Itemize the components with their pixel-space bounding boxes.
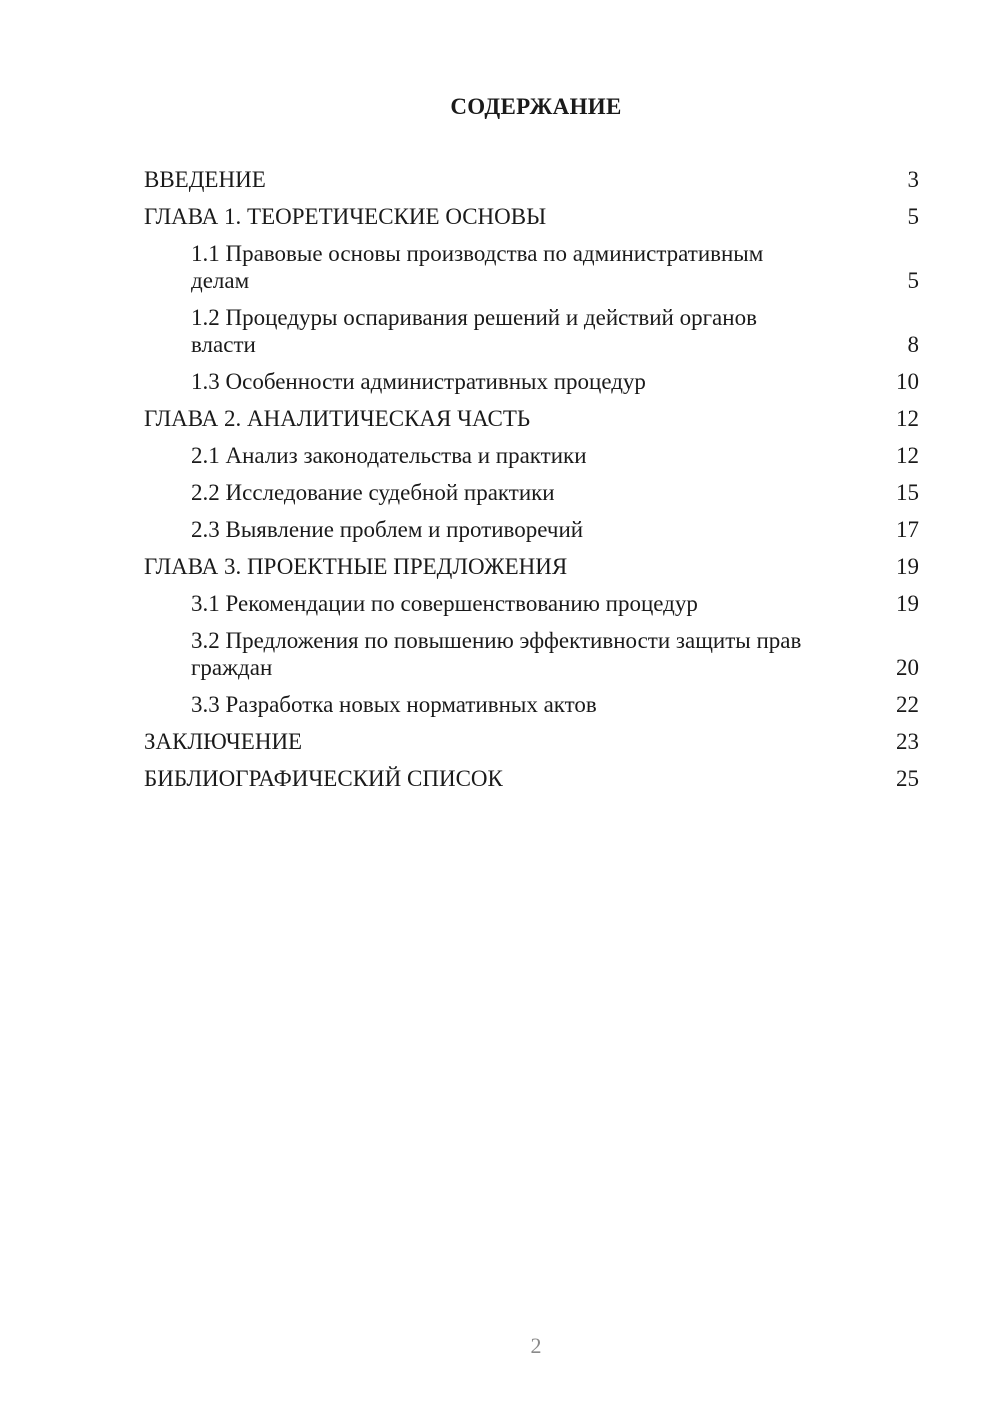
toc-entry-page: 20 <box>896 655 919 680</box>
toc-entry-title: 1.1 Правовые основы производства по административным делам <box>191 241 764 293</box>
toc-entry <box>144 479 919 506</box>
toc-entry-title: 2.3 Выявление проблем и противоречий <box>191 517 584 542</box>
toc-entry <box>144 304 919 358</box>
toc-entry <box>144 368 919 395</box>
toc-entry-title: БИБЛИОГРАФИЧЕСКИЙ СПИСОК <box>144 766 503 791</box>
toc-entry-title: ГЛАВА 3. ПРОЕКТНЫЕ ПРЕДЛОЖЕНИЯ <box>144 554 568 579</box>
toc-entry <box>144 765 919 792</box>
toc-entry-title: 3.1 Рекомендации по совершенствованию процедур <box>191 591 698 616</box>
toc-entry <box>144 442 919 469</box>
toc-entry-page: 22 <box>896 692 919 717</box>
toc-entry-title: 2.1 Анализ законодательства и практики <box>191 443 587 468</box>
toc-entry-title: 1.2 Процедуры оспаривания решений и действий органов власти <box>191 305 757 357</box>
toc-entry <box>144 691 919 718</box>
toc-entry-page: 5 <box>907 204 919 229</box>
toc-entry-page: 12 <box>896 406 919 431</box>
table-of-contents <box>144 166 919 802</box>
toc-entry-page: 8 <box>907 332 919 357</box>
toc-entry <box>144 590 919 617</box>
toc-entry <box>144 553 919 580</box>
toc-entry-page: 17 <box>896 517 919 542</box>
toc-entry <box>144 627 919 681</box>
toc-entry-page: 19 <box>896 591 919 616</box>
page-title: СОДЕРЖАНИЕ <box>450 94 622 119</box>
toc-entry-page: 5 <box>907 268 919 293</box>
toc-entry-title: ЗАКЛЮЧЕНИЕ <box>144 729 303 754</box>
toc-entry-page: 25 <box>896 766 919 791</box>
toc-entry <box>144 516 919 543</box>
toc-entry-title: ВВЕДЕНИЕ <box>144 167 266 192</box>
toc-entry-page: 10 <box>896 369 919 394</box>
page-number: 2 <box>530 1333 542 1358</box>
toc-entry-title: 3.3 Разработка новых нормативных актов <box>191 692 597 717</box>
toc-entry-page: 23 <box>896 729 919 754</box>
toc-entry-title: 2.2 Исследование судебной практики <box>191 480 555 505</box>
toc-entry-title: 1.3 Особенности административных процедур <box>191 369 646 394</box>
toc-entry <box>144 240 919 294</box>
toc-entry-page: 12 <box>896 443 919 468</box>
toc-entry-title: 3.2 Предложения по повышению эффективности защиты прав граждан <box>191 628 802 680</box>
toc-entry <box>144 405 919 432</box>
toc-entry-title: ГЛАВА 2. АНАЛИТИЧЕСКАЯ ЧАСТЬ <box>144 406 531 431</box>
toc-entry <box>144 203 919 230</box>
toc-entry-page: 19 <box>896 554 919 579</box>
toc-entry <box>144 166 919 193</box>
toc-entry-page: 3 <box>907 167 919 192</box>
toc-entry-title: ГЛАВА 1. ТЕОРЕТИЧЕСКИЕ ОСНОВЫ <box>144 204 547 229</box>
toc-entry <box>144 728 919 755</box>
toc-entry-page: 15 <box>896 480 919 505</box>
